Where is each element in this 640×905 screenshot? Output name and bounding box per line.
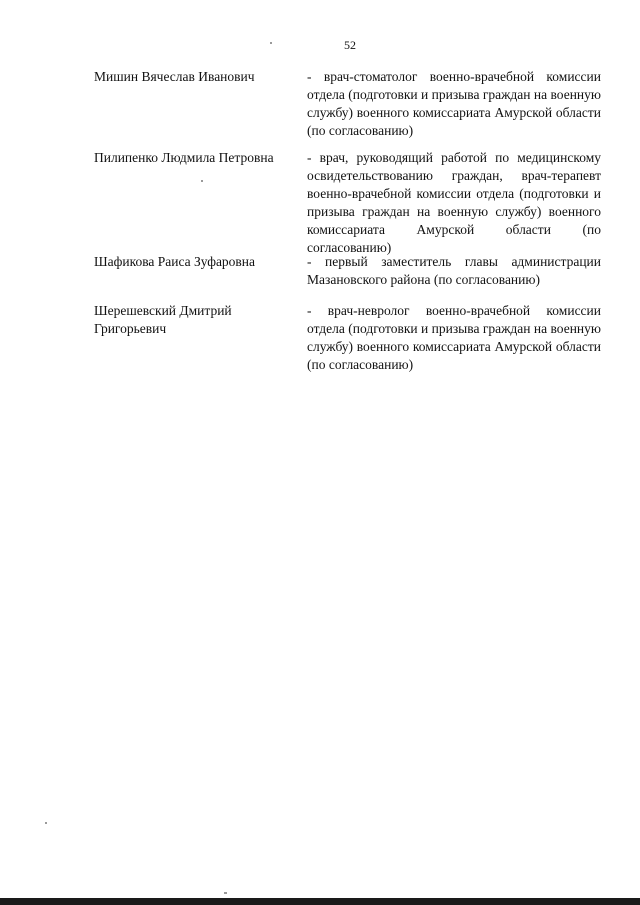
page-number: 52 bbox=[344, 38, 356, 52]
member-role: - врач-невролог военно-врачебной комиссии отдела (подготовки и призыва граждан на военную службу) военного комиссариата Амурской области (по согласованию) bbox=[307, 303, 601, 372]
scan-bottom-edge bbox=[0, 898, 640, 905]
member-role: - первый заместитель главы администрации Мазановского района (по согласованию) bbox=[307, 254, 601, 287]
scan-speck bbox=[224, 892, 227, 894]
member-name: Шафикова Раиса Зуфаровна bbox=[94, 254, 256, 269]
commission-member-entry bbox=[94, 253, 610, 289]
member-name: Мишин Вячеслав Иванович bbox=[94, 69, 255, 84]
scan-speck bbox=[45, 822, 47, 824]
commission-member-entry bbox=[94, 68, 610, 140]
commission-member-entry bbox=[94, 149, 610, 257]
scan-speck bbox=[270, 42, 272, 44]
member-name: Шерешевский Дмитрий Григорьевич bbox=[94, 303, 232, 336]
member-name: Пилипенко Людмила Петровна bbox=[94, 150, 274, 165]
scan-speck bbox=[201, 180, 203, 182]
member-role: - врач, руководящий работой по медицинскому освидетельствованию граждан, врач-терапевт военно-врачебной комиссии отдела (подготовки и призыва граждан на военную службу) военного комиссариата Амурской области (по согласованию) bbox=[307, 150, 601, 255]
member-role: - врач-стоматолог военно-врачебной комиссии отдела (подготовки и призыва граждан на военную службу) военного комиссариата Амурской области (по согласованию) bbox=[307, 69, 601, 138]
commission-member-entry bbox=[94, 302, 610, 374]
